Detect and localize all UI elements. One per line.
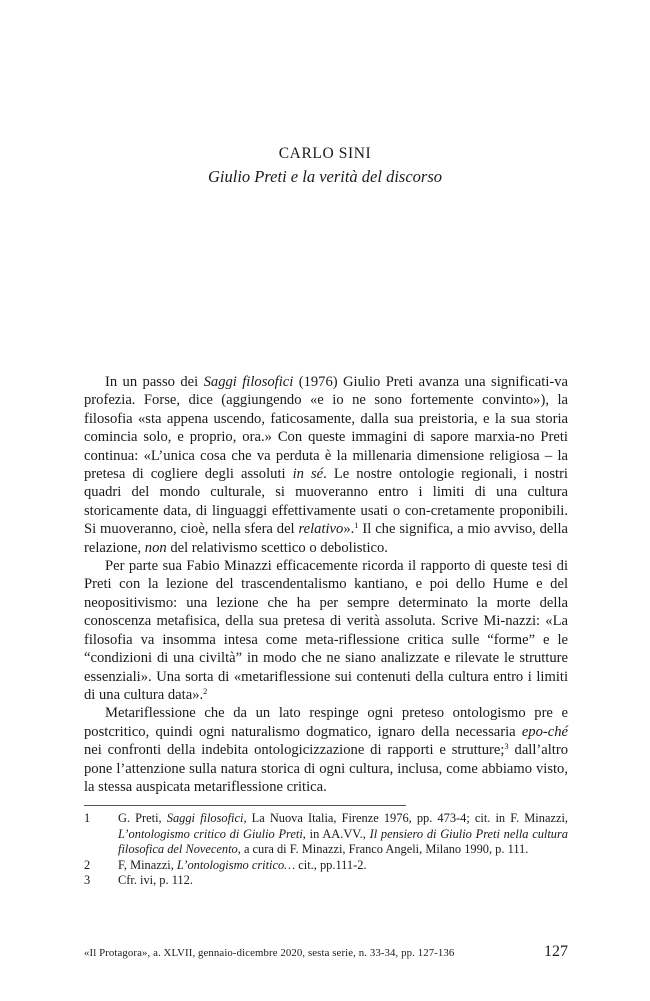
- italic-run: Saggi filosofici: [166, 811, 244, 825]
- text-run: del relativismo scettico o debolistico.: [166, 539, 388, 556]
- author-name: CARLO SINI: [278, 145, 372, 162]
- footnote-2: [84, 858, 568, 874]
- footnote-number: 3: [84, 873, 91, 888]
- footnote-number: 1: [84, 811, 91, 825]
- text-run: In un passo dei: [105, 374, 204, 390]
- text-run: Cfr. ivi, p. 112.: [118, 873, 193, 888]
- article-body: [84, 373, 568, 796]
- text-run: Il che significa, a mio avviso, della relazione,: [84, 521, 568, 556]
- italic-run: non: [144, 539, 167, 556]
- footnote-text: [118, 811, 568, 858]
- text-run: (1976) Giulio Preti avanza una significati-va profezia. Forse, dice (aggiungendo «e io ne sono fortemente convinto»), la filosofia «sta appena uscendo, faticosamente, dalla sua preistoria, e la sua storia comincia solo, e proprio, ora.» Con queste immagini di sapore marxia-no Preti continua: «L’unica cosa che va perduta è la millenaria dimensione religiosa – la pretesa di cogliere degli assoluti: [84, 374, 569, 483]
- italic-run: L’ontologismo critico…: [176, 857, 296, 872]
- italic-run: in sé: [292, 466, 324, 483]
- paragraph-1: [84, 373, 568, 557]
- footnote-ref[interactable]: 3: [504, 741, 509, 752]
- text-run: Metariflessione che da un lato respinge ogni preteso ontologismo pre e postcritico, quindi ogni naturalismo dogmatico, ignaro della necessaria: [84, 705, 568, 740]
- text-run: dall’altro pone l’attenzione sulla natura storica di ogni cultura, inclusa, come abbiamo visto, la stessa auspicata metariflessione critica.: [84, 742, 569, 795]
- footnote-text: [118, 858, 568, 874]
- text-run: , in AA.VV.,: [302, 826, 370, 841]
- paragraph-2: [84, 557, 568, 704]
- footnote-number: 2: [84, 857, 91, 872]
- page-number: 127: [544, 943, 568, 960]
- footnote-ref[interactable]: 2: [203, 685, 208, 696]
- paragraph-3: [84, 704, 568, 796]
- footnote-1: [84, 811, 568, 858]
- italic-run: Saggi filosofici: [203, 374, 294, 390]
- footnote-divider: [84, 805, 406, 806]
- text-run: , La Nuova Italia, Firenze 1976, pp. 473-4; cit. in F. Minazzi,: [243, 811, 568, 825]
- italic-run: Il pensiero di Giulio Preti nella cultura filosofica del Novecento: [118, 826, 568, 857]
- footnote-3: [84, 873, 568, 889]
- italic-run: L’ontologismo critico di Giulio Preti: [118, 826, 303, 841]
- text-run: G. Preti,: [118, 811, 167, 825]
- text-run: , a cura di F. Minazzi, Franco Angeli, Milano 1990, p. 111.: [237, 842, 529, 857]
- italic-run: epo-ché: [521, 723, 568, 740]
- footnote-ref[interactable]: 1: [354, 520, 359, 531]
- italic-run: relativo: [298, 521, 344, 538]
- text-run: F, Minazzi,: [118, 857, 177, 872]
- page-footer: [84, 943, 568, 965]
- text-run: Per parte sua Fabio Minazzi efficacemente ricorda il rapporto di queste tesi di Preti con la lezione del trascendentalismo kantiano, e poi dello Hume e del neopositivismo: una lezione che ha per sempre determinato la morte della conoscenza metafisica, della sua pretesa di verità assoluta. Scrive Mi-nazzi: «La filosofia va insomma intesa come meta-riflessione critica sulle “forme” e le “condizioni di una civiltà” in modo che ne siano analizzate e rilevate le strutture essenziali». Una sorta di «metariflessione sui contenuti della cultura entro i limiti di una cultura data».: [84, 558, 568, 703]
- article-title: Giulio Preti e la verità del discorso: [207, 167, 443, 186]
- footnote-text: [118, 873, 568, 889]
- text-run: cit., pp.111-2.: [295, 857, 367, 872]
- text-run: . Le nostre ontologie regionali, i nostri quadri del mondo culturale, si muoveranno entro i limiti di una cultura storicamente data, di linguaggi effettivamente usati o con-cretamente proponibili. Si muoveranno, cioè, nella sfera del: [84, 466, 568, 538]
- text-run: ».: [343, 521, 355, 538]
- text-run: nei confronti della indebita ontologicizzazione di rapporti e strutture;: [84, 742, 505, 759]
- journal-citation: «Il Protagora», a. XLVII, gennaio-dicembre 2020, sesta serie, n. 33-34, pp. 127-136: [84, 947, 455, 959]
- footnotes: [84, 811, 568, 889]
